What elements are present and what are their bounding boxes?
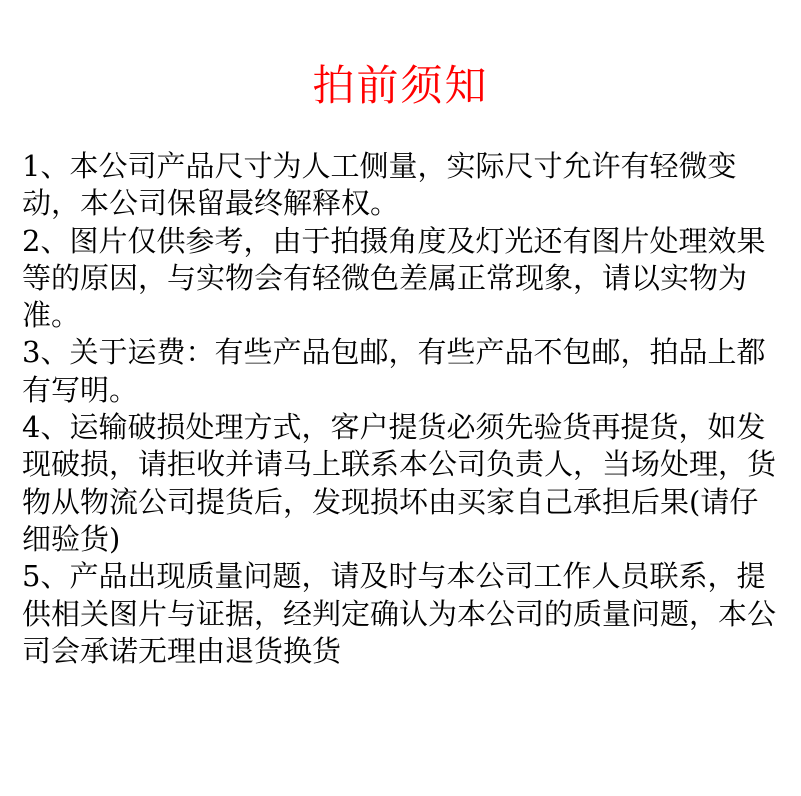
notice-terms-list bbox=[22, 148, 784, 670]
notice-term-2: 2、图片仅供参考，由于拍摄角度及灯光还有图片处理效果等的原因，与实物会有轻微色差属正常现象，请以实物为准。 bbox=[22, 223, 766, 333]
notice-term-1: 1、本公司产品尺寸为人工侧量，实际尺寸允许有轻微变动，本公司保留最终解释权。 bbox=[22, 149, 737, 221]
notice-title: 拍前须知 bbox=[312, 61, 489, 110]
notice-term-3: 3、关于运费：有些产品包邮，有些产品不包邮，拍品上都有写明。 bbox=[22, 335, 766, 407]
notice-term-4: 4、运输破损处理方式，客户提货必须先验货再提货，如发现破损，请拒收并请马上联系本公司负责人，当场处理，货物从物流公司提货后，发现损坏由买家自己承担后果(请仔细验货) bbox=[22, 410, 777, 556]
notice-term-5: 5、产品出现质量问题，请及时与本公司工作人员联系，提供相关图片与证据，经判定确认为本公司的质量问题，本公司会承诺无理由退货换货 bbox=[22, 559, 777, 668]
